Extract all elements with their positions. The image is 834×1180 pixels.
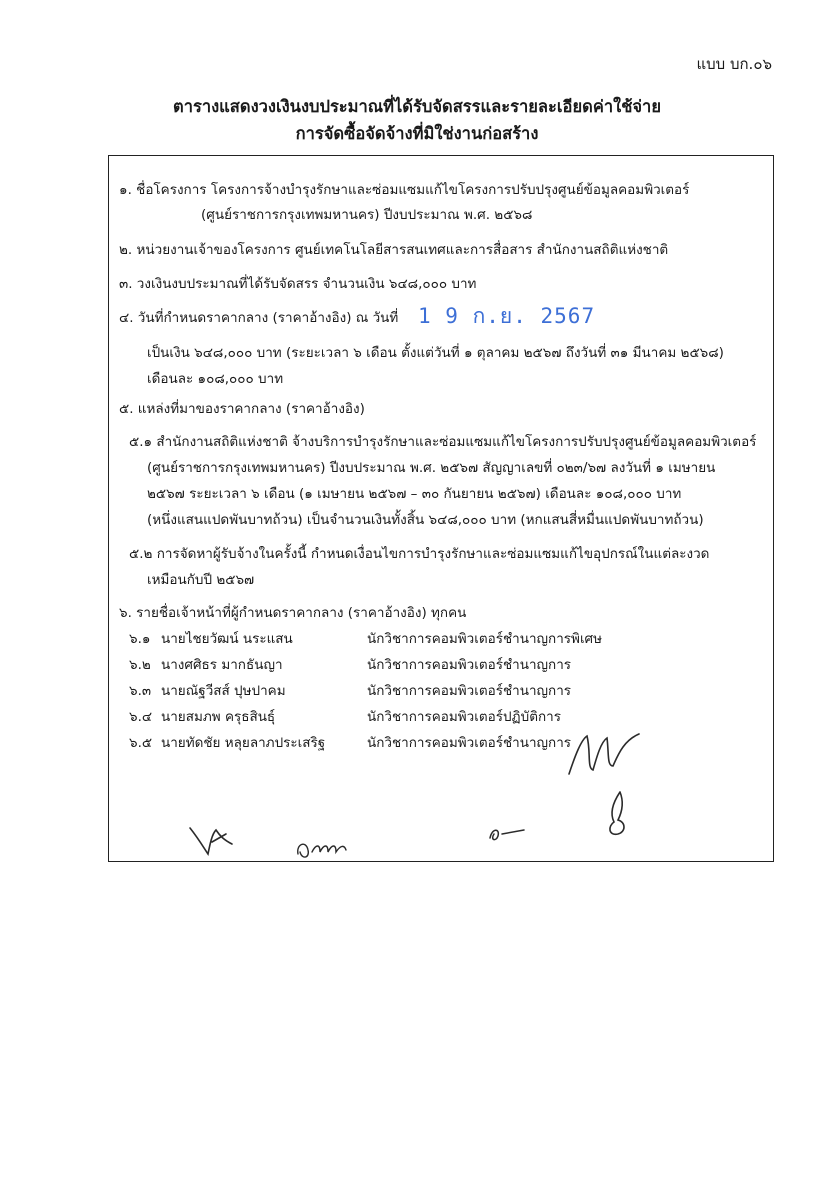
member-number: ๖.๔ (129, 709, 153, 725)
section5-item1-line4: (หนึ่งแสนแปดพันบาทถ้วน) เป็นจำนวนเงินทั้งสิ้น ๖๔๘,๐๐๐ บาท (หกแสนสี่หมื่นแปดพันบาทถ้วน) (147, 512, 704, 528)
document-title-line1: ตารางแสดงวงเงินงบประมาณที่ได้รับจัดสรรและรายละเอียดค่าใช้จ่าย (173, 97, 661, 116)
signature-4 (292, 830, 354, 864)
section4-line2: เป็นเงิน ๖๔๘,๐๐๐ บาท (ระยะเวลา ๖ เดือน ตั้งแต่วันที่ ๑ ตุลาคม ๒๕๖๗ ถึงวันที่ ๓๑ มีนาคม ๒๕๖๘) (147, 345, 724, 361)
member-number: ๖.๒ (129, 657, 151, 673)
signature-3 (186, 820, 236, 860)
signature-2 (598, 788, 638, 840)
section5-item2-line2: เหมือนกับปี ๒๕๖๗ (147, 572, 255, 588)
member-name: นางศศิธร มากธันญา (161, 657, 283, 673)
member-position: นักวิชาการคอมพิวเตอร์ชำนาญการ (367, 735, 572, 751)
section5-item1-line2: (ศูนย์ราชการกรุงเทพมหานคร) ปีงบประมาณ พ.ศ. ๒๕๖๗ สัญญาเลขที่ ๐๒๓/๖๗ ลงวันที่ ๑ เมษายน (147, 460, 716, 476)
member-name: นายณัฐวีสส์ ปุษปาคม (161, 683, 286, 699)
section1-line1: ๑. ชื่อโครงการ โครงการจ้างบำรุงรักษาและซ่อมแซมแก้ไขโครงการปรับปรุงศูนย์ข้อมูลคอมพิวเตอร์ (119, 182, 690, 198)
member-number: ๖.๑ (129, 631, 151, 647)
section5-item2-line1: ๕.๒ การจัดหาผู้รับจ้างในครั้งนี้ กำหนดเงื่อนไขการบำรุงรักษาและซ่อมแซมแก้ไขอุปกรณ์ในแต่ละงวด (129, 546, 710, 562)
section5-heading: ๕. แหล่งที่มาของราคากลาง (ราคาอ้างอิง) (119, 401, 365, 417)
section5-item1-line1: ๕.๑ สำนักงานสถิติแห่งชาติ จ้างบริการบำรุงรักษาและซ่อมแซมแก้ไขโครงการปรับปรุงศูนย์ข้อมูลคอมพิวเตอร์ (129, 434, 757, 450)
signature-5 (486, 820, 530, 846)
date-stamp: 1 9 ก.ย. 2567 (418, 304, 596, 328)
section1-line2: (ศูนย์ราชการกรุงเทพมหานคร) ปีงบประมาณ พ.ศ. ๒๕๖๘ (201, 207, 533, 223)
section6-heading: ๖. รายชื่อเจ้าหน้าที่ผู้กำหนดราคากลาง (ราคาอ้างอิง) ทุกคน (119, 605, 467, 621)
section4-heading: ๔. วันที่กำหนดราคากลาง (ราคาอ้างอิง) ณ วันที่ (119, 310, 399, 326)
section5-item1-line3: ๒๕๖๗ ระยะเวลา ๖ เดือน (๑ เมษายน ๒๕๖๗ – ๓๐ กันยายน ๒๕๖๗) เดือนละ ๑๐๘,๐๐๐ บาท (147, 486, 682, 502)
content-frame (108, 155, 774, 862)
signature-1 (565, 718, 645, 780)
member-name: นายสมภพ ครุธสินธุ์ (161, 709, 276, 725)
member-position: นักวิชาการคอมพิวเตอร์ชำนาญการพิเศษ (367, 631, 603, 647)
form-code: แบบ บก.๐๖ (696, 55, 772, 73)
member-position: นักวิชาการคอมพิวเตอร์ปฏิบัติการ (367, 709, 561, 725)
member-position: นักวิชาการคอมพิวเตอร์ชำนาญการ (367, 683, 572, 699)
document-title-line2: การจัดซื้อจัดจ้างที่มิใช่งานก่อสร้าง (295, 124, 539, 143)
member-position: นักวิชาการคอมพิวเตอร์ชำนาญการ (367, 657, 572, 673)
section4-line3: เดือนละ ๑๐๘,๐๐๐ บาท (147, 371, 284, 387)
section3-line: ๓. วงเงินงบประมาณที่ได้รับจัดสรร จำนวนเงิน ๖๔๘,๐๐๐ บาท (119, 276, 477, 292)
member-number: ๖.๕ (129, 735, 153, 751)
member-number: ๖.๓ (129, 683, 152, 699)
section2-line: ๒. หน่วยงานเจ้าของโครงการ ศูนย์เทคโนโลยีสารสนเทศและการสื่อสาร สำนักงานสถิติแห่งชาติ (119, 242, 669, 258)
member-name: นายทัดชัย หลุยลาภประเสริฐ (161, 735, 326, 751)
member-name: นายไชยวัฒน์ นระแสน (161, 631, 293, 647)
